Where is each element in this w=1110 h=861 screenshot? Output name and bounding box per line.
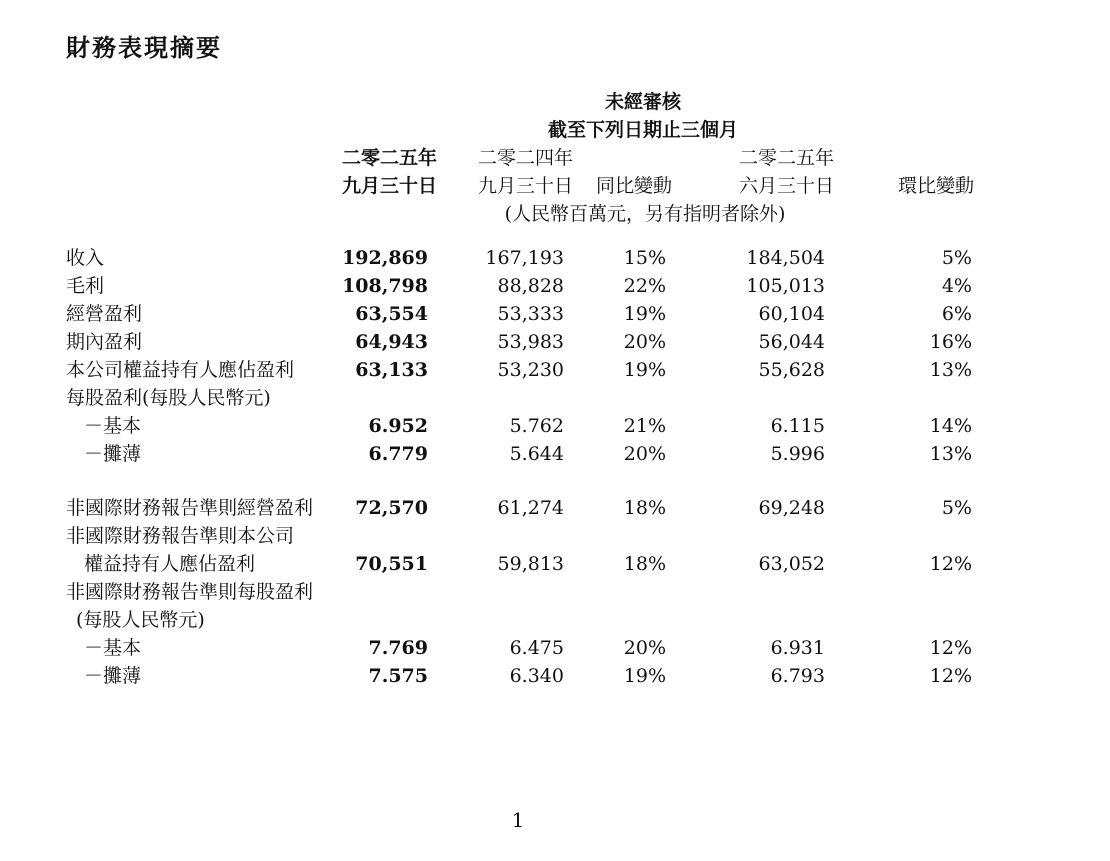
attributable-profit-q3-2024: 53,230 (497, 359, 564, 381)
nonifrs-operating-profit-q3-2025: 72,570 (355, 497, 428, 519)
gross-profit-q3-2025: 108,798 (342, 275, 428, 297)
nonifrs-attributable-yoy: 18% (623, 553, 666, 575)
col1-year-header: 二零二五年 (342, 147, 438, 169)
period-profit-q2-2025: 56,044 (758, 331, 825, 353)
nonifrs-eps-diluted-yoy: 19% (623, 665, 666, 687)
col2-year-header: 二零二四年 (478, 147, 574, 169)
row-label-nonifrs-attributable-line1: 非國際財務報告準則本公司 (66, 525, 295, 547)
attributable-profit-q3-2025: 63,133 (355, 359, 428, 381)
revenue-q3-2024: 167,193 (485, 247, 564, 269)
nonifrs-operating-profit-qoq: 5% (941, 497, 972, 519)
revenue-qoq: 5% (941, 247, 972, 269)
row-label-nonifrs-eps-line1: 非國際財務報告準則每股盈利 (66, 581, 314, 603)
period-profit-qoq: 16% (929, 331, 972, 353)
operating-profit-q2-2025: 60,104 (758, 303, 825, 325)
row-label-eps-basic: －基本 (84, 415, 142, 437)
attributable-profit-q2-2025: 55,628 (758, 359, 825, 381)
nonifrs-operating-profit-q2-2025: 69,248 (758, 497, 825, 519)
col3-header: 同比變動 (596, 175, 673, 197)
row-label-eps-diluted: －攤薄 (84, 443, 142, 465)
nonifrs-eps-basic-qoq: 12% (929, 637, 972, 659)
operating-profit-q3-2025: 63,554 (355, 303, 428, 325)
row-label-nonifrs-attributable-line2: 權益持有人應佔盈利 (84, 553, 256, 575)
nonifrs-attributable-qoq: 12% (929, 553, 972, 575)
eps-diluted-yoy: 20% (623, 443, 666, 465)
gross-profit-yoy: 22% (623, 275, 666, 297)
operating-profit-yoy: 19% (623, 303, 666, 325)
nonifrs-attributable-q3-2024: 59,813 (497, 553, 564, 575)
nonifrs-eps-basic-q2-2025: 6.931 (770, 637, 825, 659)
col4-year-header: 二零二五年 (739, 147, 835, 169)
nonifrs-eps-basic-q3-2024: 6.475 (509, 637, 564, 659)
period-heading: 截至下列日期止三個月 (547, 119, 738, 141)
gross-profit-q3-2024: 88,828 (497, 275, 564, 297)
row-label-nonifrs-operating-profit: 非國際財務報告準則經營盈利 (66, 497, 314, 519)
unit-note: (人民幣百萬元，另有指明者除外) (504, 203, 786, 225)
period-profit-yoy: 20% (623, 331, 666, 353)
row-label-attributable-profit: 本公司權益持有人應佔盈利 (66, 359, 295, 381)
gross-profit-qoq: 4% (941, 275, 972, 297)
eps-diluted-q3-2025: 6.779 (368, 443, 428, 465)
eps-diluted-q3-2024: 5.644 (509, 443, 564, 465)
row-label-nonifrs-eps-diluted: －攤薄 (84, 665, 142, 687)
row-label-gross-profit: 毛利 (66, 275, 105, 297)
row-label-operating-profit: 經營盈利 (66, 303, 143, 325)
unaudited-heading: 未經審核 (604, 91, 681, 113)
gross-profit-q2-2025: 105,013 (746, 275, 825, 297)
eps-diluted-qoq: 13% (929, 443, 972, 465)
row-label-nonifrs-eps-line2: (每股人民幣元) (76, 609, 205, 631)
eps-diluted-q2-2025: 5.996 (770, 443, 825, 465)
nonifrs-eps-diluted-q3-2024: 6.340 (509, 665, 564, 687)
nonifrs-eps-basic-yoy: 20% (623, 637, 666, 659)
eps-basic-yoy: 21% (623, 415, 666, 437)
col1-date-header: 九月三十日 (342, 175, 438, 197)
period-profit-q3-2024: 53,983 (497, 331, 564, 353)
nonifrs-eps-diluted-q3-2025: 7.575 (368, 665, 428, 687)
col2-date-header: 九月三十日 (478, 175, 574, 197)
eps-basic-q2-2025: 6.115 (770, 415, 825, 437)
nonifrs-eps-basic-q3-2025: 7.769 (368, 637, 428, 659)
nonifrs-attributable-q2-2025: 63,052 (758, 553, 825, 575)
revenue-q2-2025: 184,504 (746, 247, 825, 269)
eps-basic-q3-2025: 6.952 (368, 415, 428, 437)
row-label-revenue: 收入 (66, 247, 105, 269)
operating-profit-qoq: 6% (941, 303, 972, 325)
eps-basic-qoq: 14% (929, 415, 972, 437)
eps-basic-q3-2024: 5.762 (509, 415, 564, 437)
col4-date-header: 六月三十日 (739, 175, 835, 197)
row-label-nonifrs-eps-basic: －基本 (84, 637, 142, 659)
nonifrs-eps-diluted-qoq: 12% (929, 665, 972, 687)
revenue-q3-2025: 192,869 (342, 247, 428, 269)
col5-header: 環比變動 (898, 175, 975, 197)
row-label-eps-heading: 每股盈利(每股人民幣元) (66, 387, 271, 409)
nonifrs-operating-profit-yoy: 18% (623, 497, 666, 519)
attributable-profit-yoy: 19% (623, 359, 666, 381)
page-title: 財務表現摘要 (66, 34, 222, 62)
nonifrs-attributable-q3-2025: 70,551 (355, 553, 428, 575)
revenue-yoy: 15% (623, 247, 666, 269)
page-number: 1 (511, 808, 525, 832)
nonifrs-operating-profit-q3-2024: 61,274 (497, 497, 564, 519)
attributable-profit-qoq: 13% (929, 359, 972, 381)
nonifrs-eps-diluted-q2-2025: 6.793 (770, 665, 825, 687)
row-label-period-profit: 期內盈利 (66, 331, 143, 353)
operating-profit-q3-2024: 53,333 (497, 303, 564, 325)
period-profit-q3-2025: 64,943 (355, 331, 428, 353)
